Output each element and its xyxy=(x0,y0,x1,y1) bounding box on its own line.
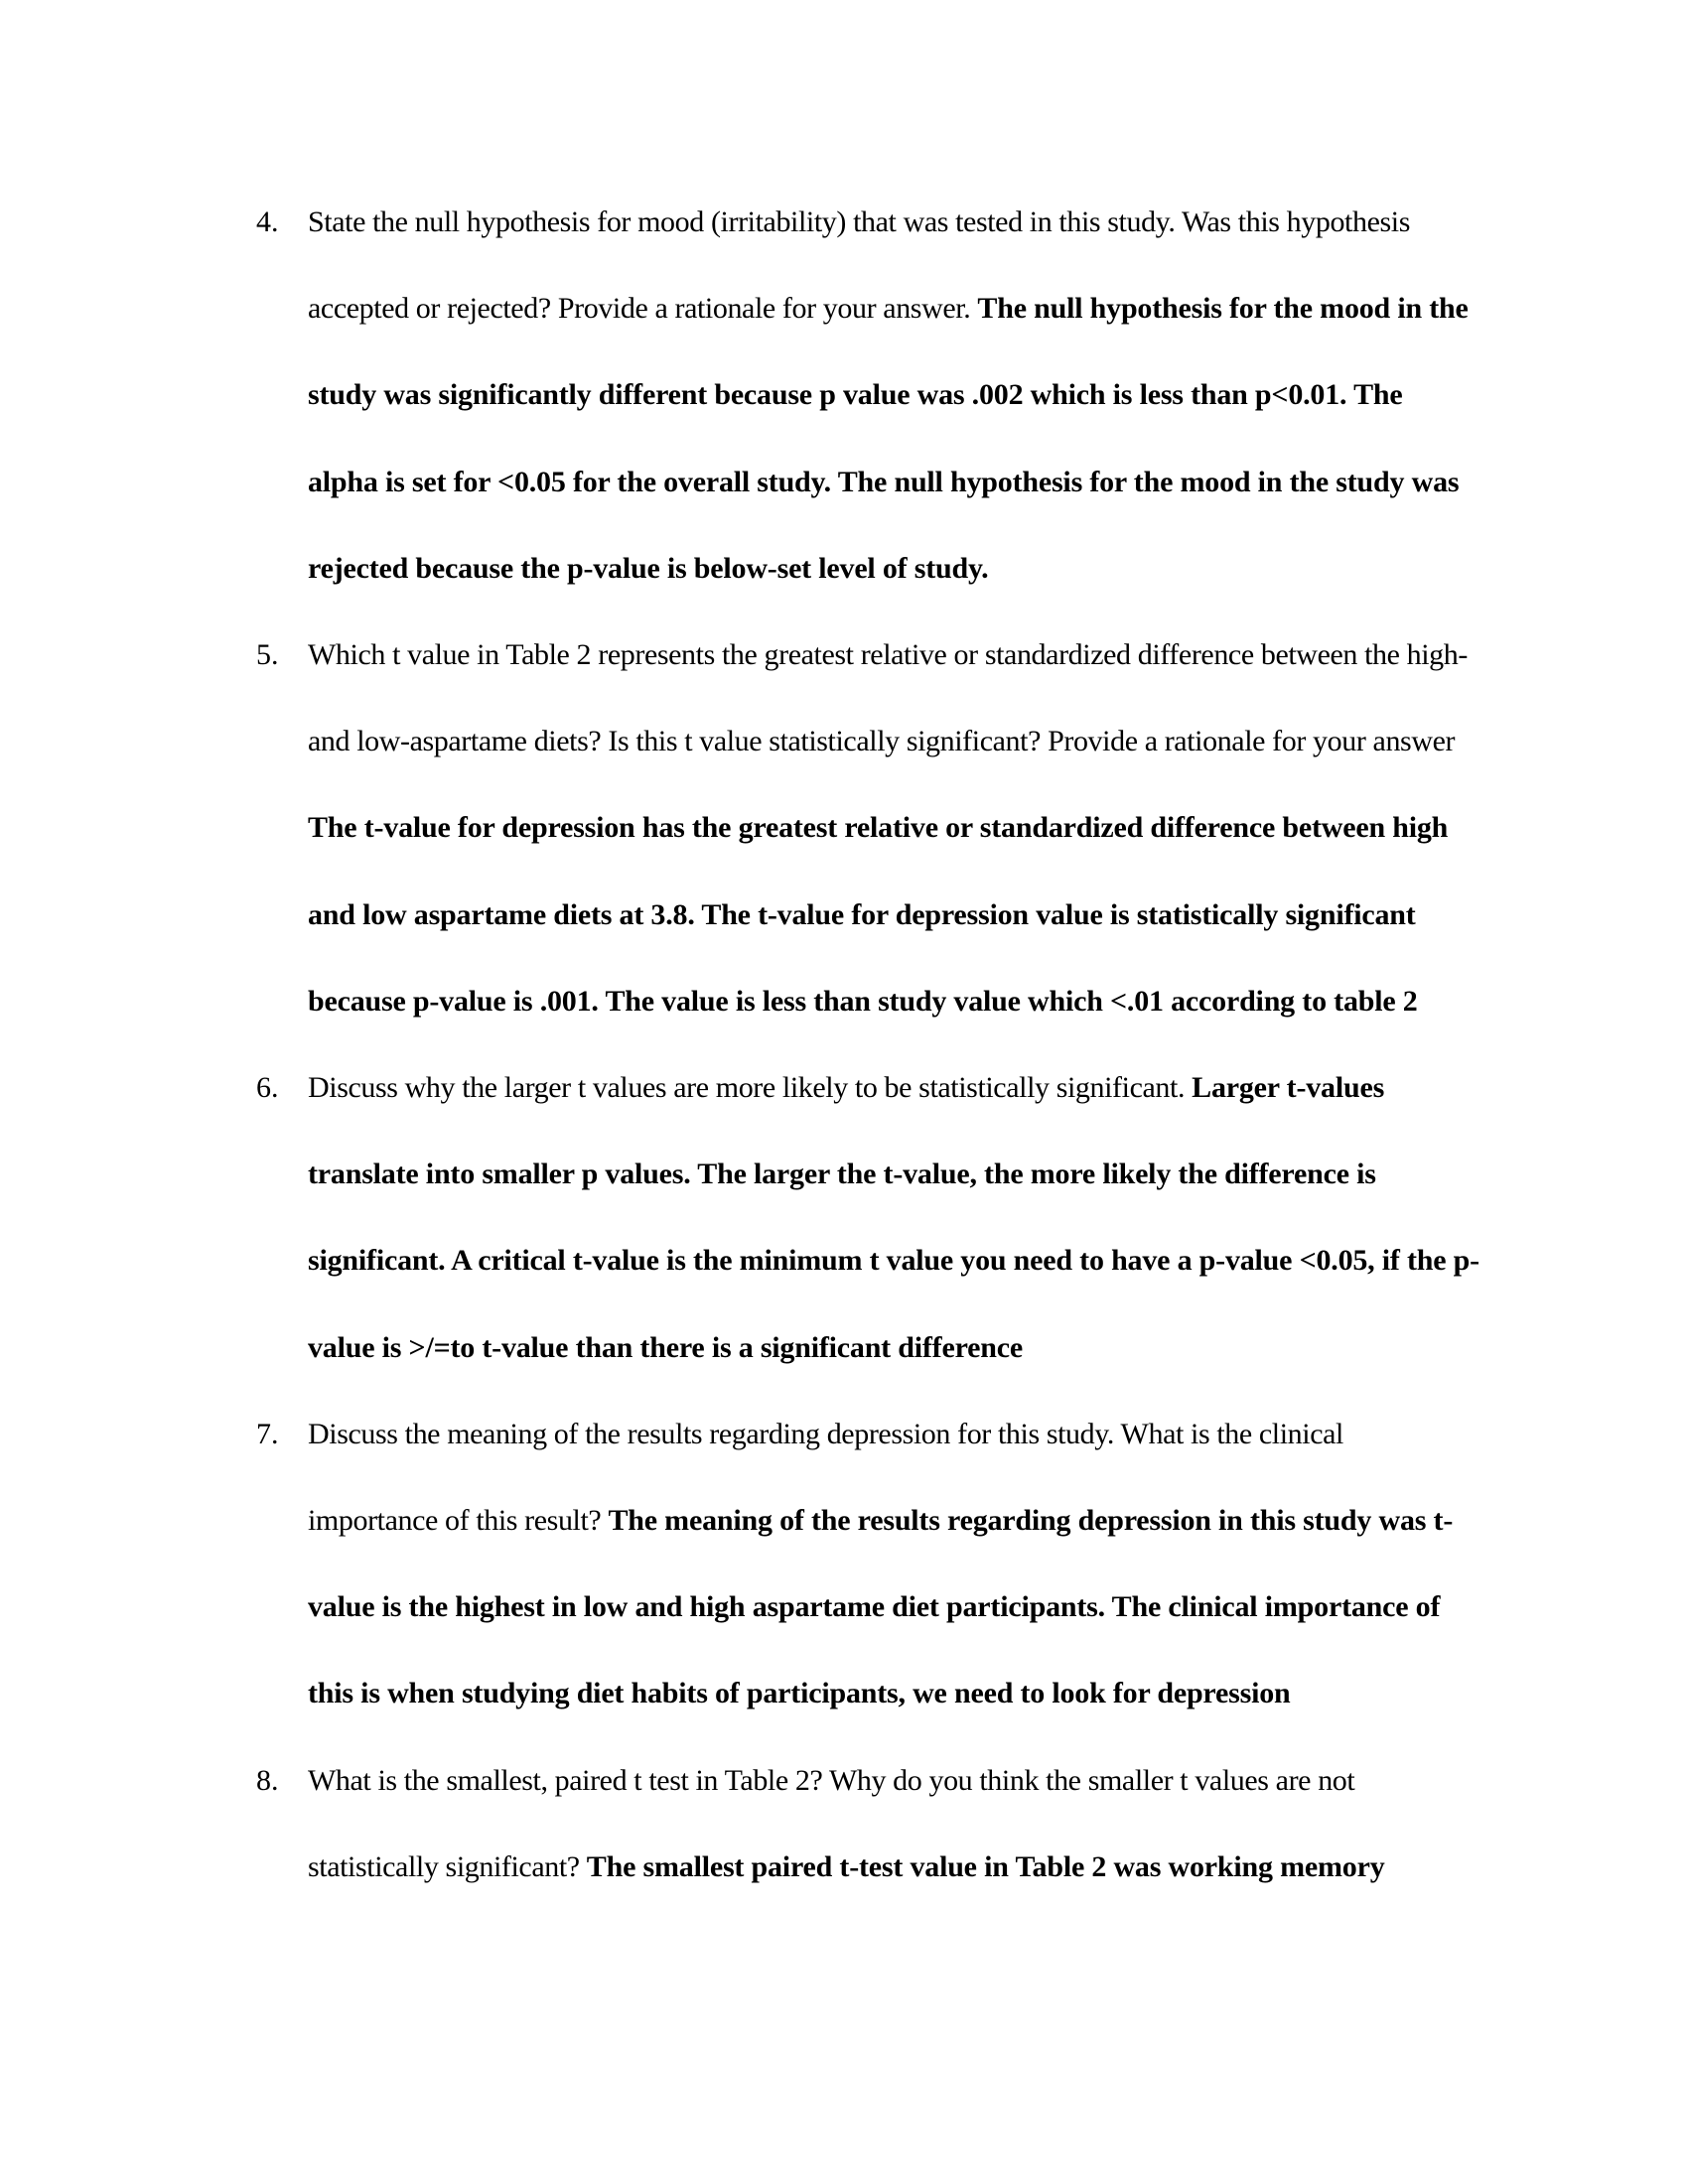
answer-text: The smallest paired t-test value in Table 2 was working memory xyxy=(586,1849,1385,1883)
question-text: Discuss why the larger t values are more likely to be statistically significant. xyxy=(308,1071,1193,1105)
question-item-7 xyxy=(256,1391,1479,1737)
question-number: 6. xyxy=(256,1071,279,1105)
question-item-8 xyxy=(256,1737,1479,1910)
question-list xyxy=(256,179,1479,1910)
question-text: Discuss the meaning of the results regarding depression for this study. What is the clinical importance of this result? xyxy=(308,1417,1343,1538)
answer-text: The null hypothesis for the mood in the study was significantly different because p value was .002 which is less than p<0.01. The alpha is set for <0.05 for the overall study. The null hypothesis for the mood in the study was rejected because the p-value is below-set level of study. xyxy=(308,292,1469,585)
question-text: Which t value in Table 2 represents the greatest relative or standardized difference between the high-and low-aspartame diets? Is this t value statistically significant? Provide a rationale for your answer xyxy=(308,638,1468,758)
question-item-5 xyxy=(256,612,1479,1044)
question-number: 5. xyxy=(256,638,279,672)
question-number: 4. xyxy=(256,205,279,238)
question-text: What is the smallest, paired t test in Table 2? Why do you think the smaller t values are not statistically significant? xyxy=(308,1763,1355,1883)
question-number: 7. xyxy=(256,1417,279,1450)
question-item-6 xyxy=(256,1044,1479,1391)
question-text: State the null hypothesis for mood (irritability) that was tested in this study. Was this hypothesis accepted or rejected? Provide a rationale for your answer. xyxy=(308,205,1410,326)
answer-text: The meaning of the results regarding depression in this study was t- value is the highest in low and high aspartame diet participants. The clinical importance of this is when studying diet habits of participants, we need to look for depression xyxy=(308,1504,1454,1710)
answer-text: Larger t-values translate into smaller p values. The larger the t-value, the more likely the difference is significant. A critical t-value is the minimum t value you need to have a p-value <0.05, if the p- value is >/=to t-value than there is a significant difference xyxy=(308,1071,1479,1364)
question-number: 8. xyxy=(256,1763,279,1797)
question-item-4 xyxy=(256,179,1479,612)
answer-text: The t-value for depression has the greatest relative or standardized difference between high and low aspartame diets at 3.8. The t-value for depression value is statistically significant because p-value is .001. The value is less than study value which <.01 according to table 2 xyxy=(308,811,1449,1018)
